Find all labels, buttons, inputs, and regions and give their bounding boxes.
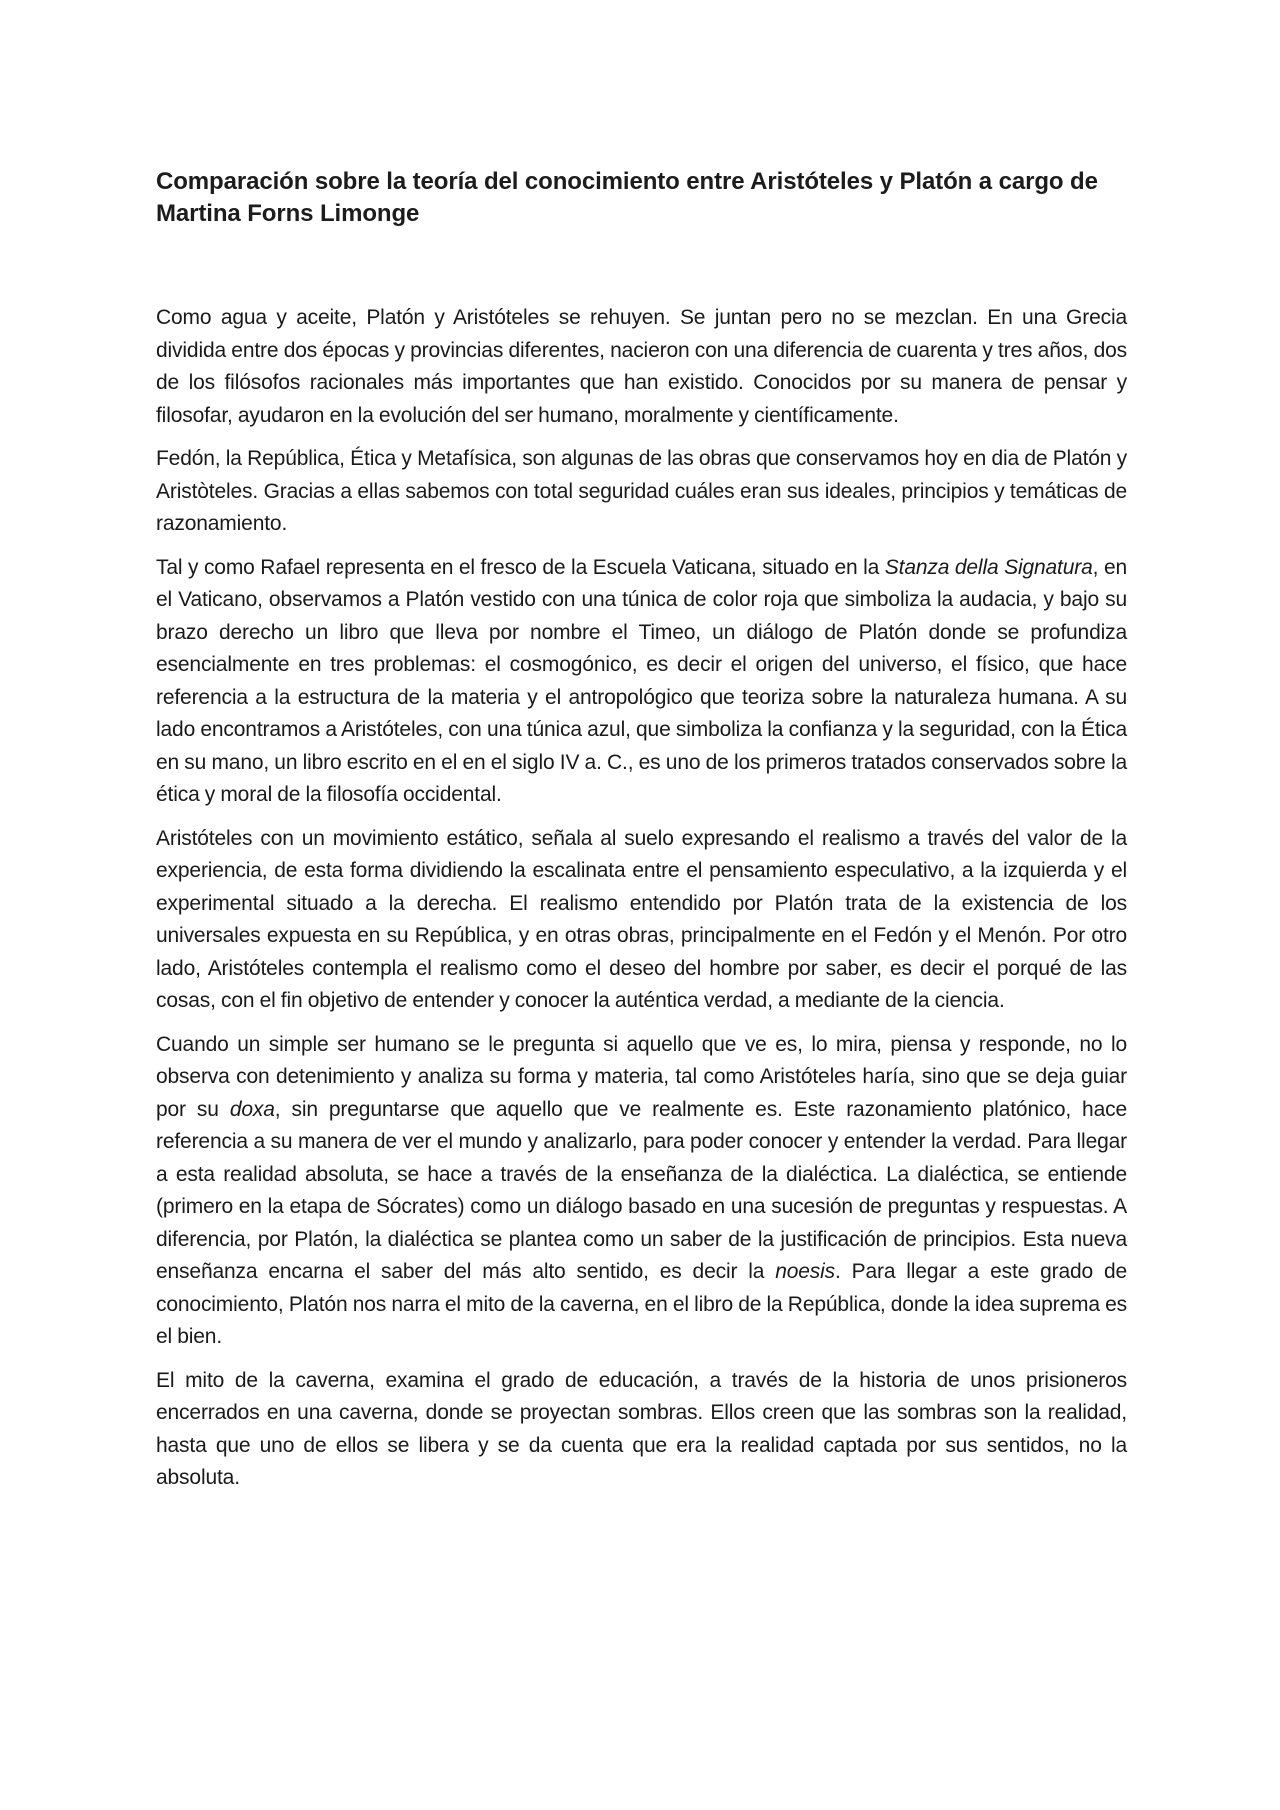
paragraph-1 — [156, 302, 1127, 432]
text-run: Fedón, la República, Ética y Metafísica, son algunas de las obras que conservamos hoy en dia de Platón y Aristòteles. Gracias a ellas sabemos con total seguridad cuáles eran sus ideales, principios y temáticas de razonamiento. — [156, 447, 1127, 535]
paragraph-3 — [156, 552, 1127, 812]
text-run: Como agua y aceite, Platón y Aristóteles se rehuyen. Se juntan pero no se mezclan. En una Grecia dividida entre dos épocas y provincias diferentes, nacieron con una diferencia de cuarenta y tres años, dos de los filósofos racionales más importantes que han existido. Conocidos por su manera de pensar y filosofar, ayudaron en la evolución del ser humano, moralmente y científicamente. — [156, 306, 1127, 427]
text-run: . Para llegar a este grado de conocimiento, Platón nos narra el mito de la caverna, en el libro de la República, donde la idea suprema es el bien. — [156, 1260, 1128, 1348]
paragraph-5 — [156, 1029, 1127, 1354]
text-run: , sin preguntarse que aquello que ve realmente es. Este razonamiento platónico, hace referencia a su manera de ver el mundo y analizarlo, para poder conocer y entender la verdad. Para llegar a esta realidad absoluta, se hace a través de la enseñanza de la dialéctica. La dialéctica, se entiende (primero en la etapa de Sócrates) como un diálogo basado en una sucesión de preguntas y respuestas. A diferencia, por Platón, la dialéctica se plantea como un saber de la justificación de principios. Esta nueva enseñanza encarna el saber del más alto sentido, es decir la — [156, 1097, 1127, 1283]
text-run: Cuando un simple ser humano se le pregunta si aquello que ve es, lo mira, piensa y responde, no lo observa con detenimiento y analiza su forma y materia, tal como Aristóteles haría, sino que se deja guiar por su — [156, 1032, 1127, 1121]
paragraph-4 — [156, 823, 1127, 1018]
italic-text-run: noesis — [775, 1260, 835, 1283]
text-run: El mito de la caverna, examina el grado de educación, a través de la historia de unos prisioneros encerrados en una caverna, donde se proyectan sombras. Ellos creen que las sombras son la realidad, hasta que uno de ellos se libera y se da cuenta que era la realidad captada por sus sentidos, no la absoluta. — [156, 1368, 1127, 1489]
text-run: , en el Vaticano, observamos a Platón vestido con una túnica de color roja que simboliza la audacia, y bajo su brazo derecho un libro que lleva por nombre el Timeo, un diálogo de Platón donde se profundiza esencialmente en tres problemas: el cosmogónico, es decir el origen del universo, el físico, que hace referencia a la estructura de la materia y el antropológico que teoriza sobre la naturaleza humana. A su lado encontramos a Aristóteles, con una túnica azul, que simboliza la confianza y la seguridad, con la Ética en su mano, un libro escrito en el en el siglo IV a. C., es uno de los primeros tratados conservados sobre la ética y moral de la filosofía occidental. — [156, 555, 1128, 806]
paragraph-2 — [156, 443, 1127, 541]
text-run: Tal y como Rafael representa en el fresco de la Escuela Vaticana, situado en la — [156, 555, 885, 579]
document-title: Comparación sobre la teoría del conocimiento entre Aristóteles y Platón a cargo de Martina Forns Limonge — [156, 168, 1098, 227]
paragraph-6 — [156, 1365, 1127, 1495]
italic-text-run: Stanza della Signatura — [884, 555, 1093, 579]
italic-text-run: doxa — [229, 1097, 275, 1121]
text-run: Aristóteles con un movimiento estático, señala al suelo expresando el realismo a través del valor de la experiencia, de esta forma dividiendo la escalinata entre el pensamiento especulativo, a la izquierda y el experimental situado a la derecha. El realismo entendido por Platón trata de la existencia de los universales expuesta en su República, y en otras obras, principalmente en el Fedón y el Menón. Por otro lado, Aristóteles contempla el realismo como el deseo del hombre por saber, es decir el porqué de las cosas, con el fin objetivo de entender y conocer la auténtica verdad, a mediante de la ciencia. — [156, 826, 1127, 1012]
